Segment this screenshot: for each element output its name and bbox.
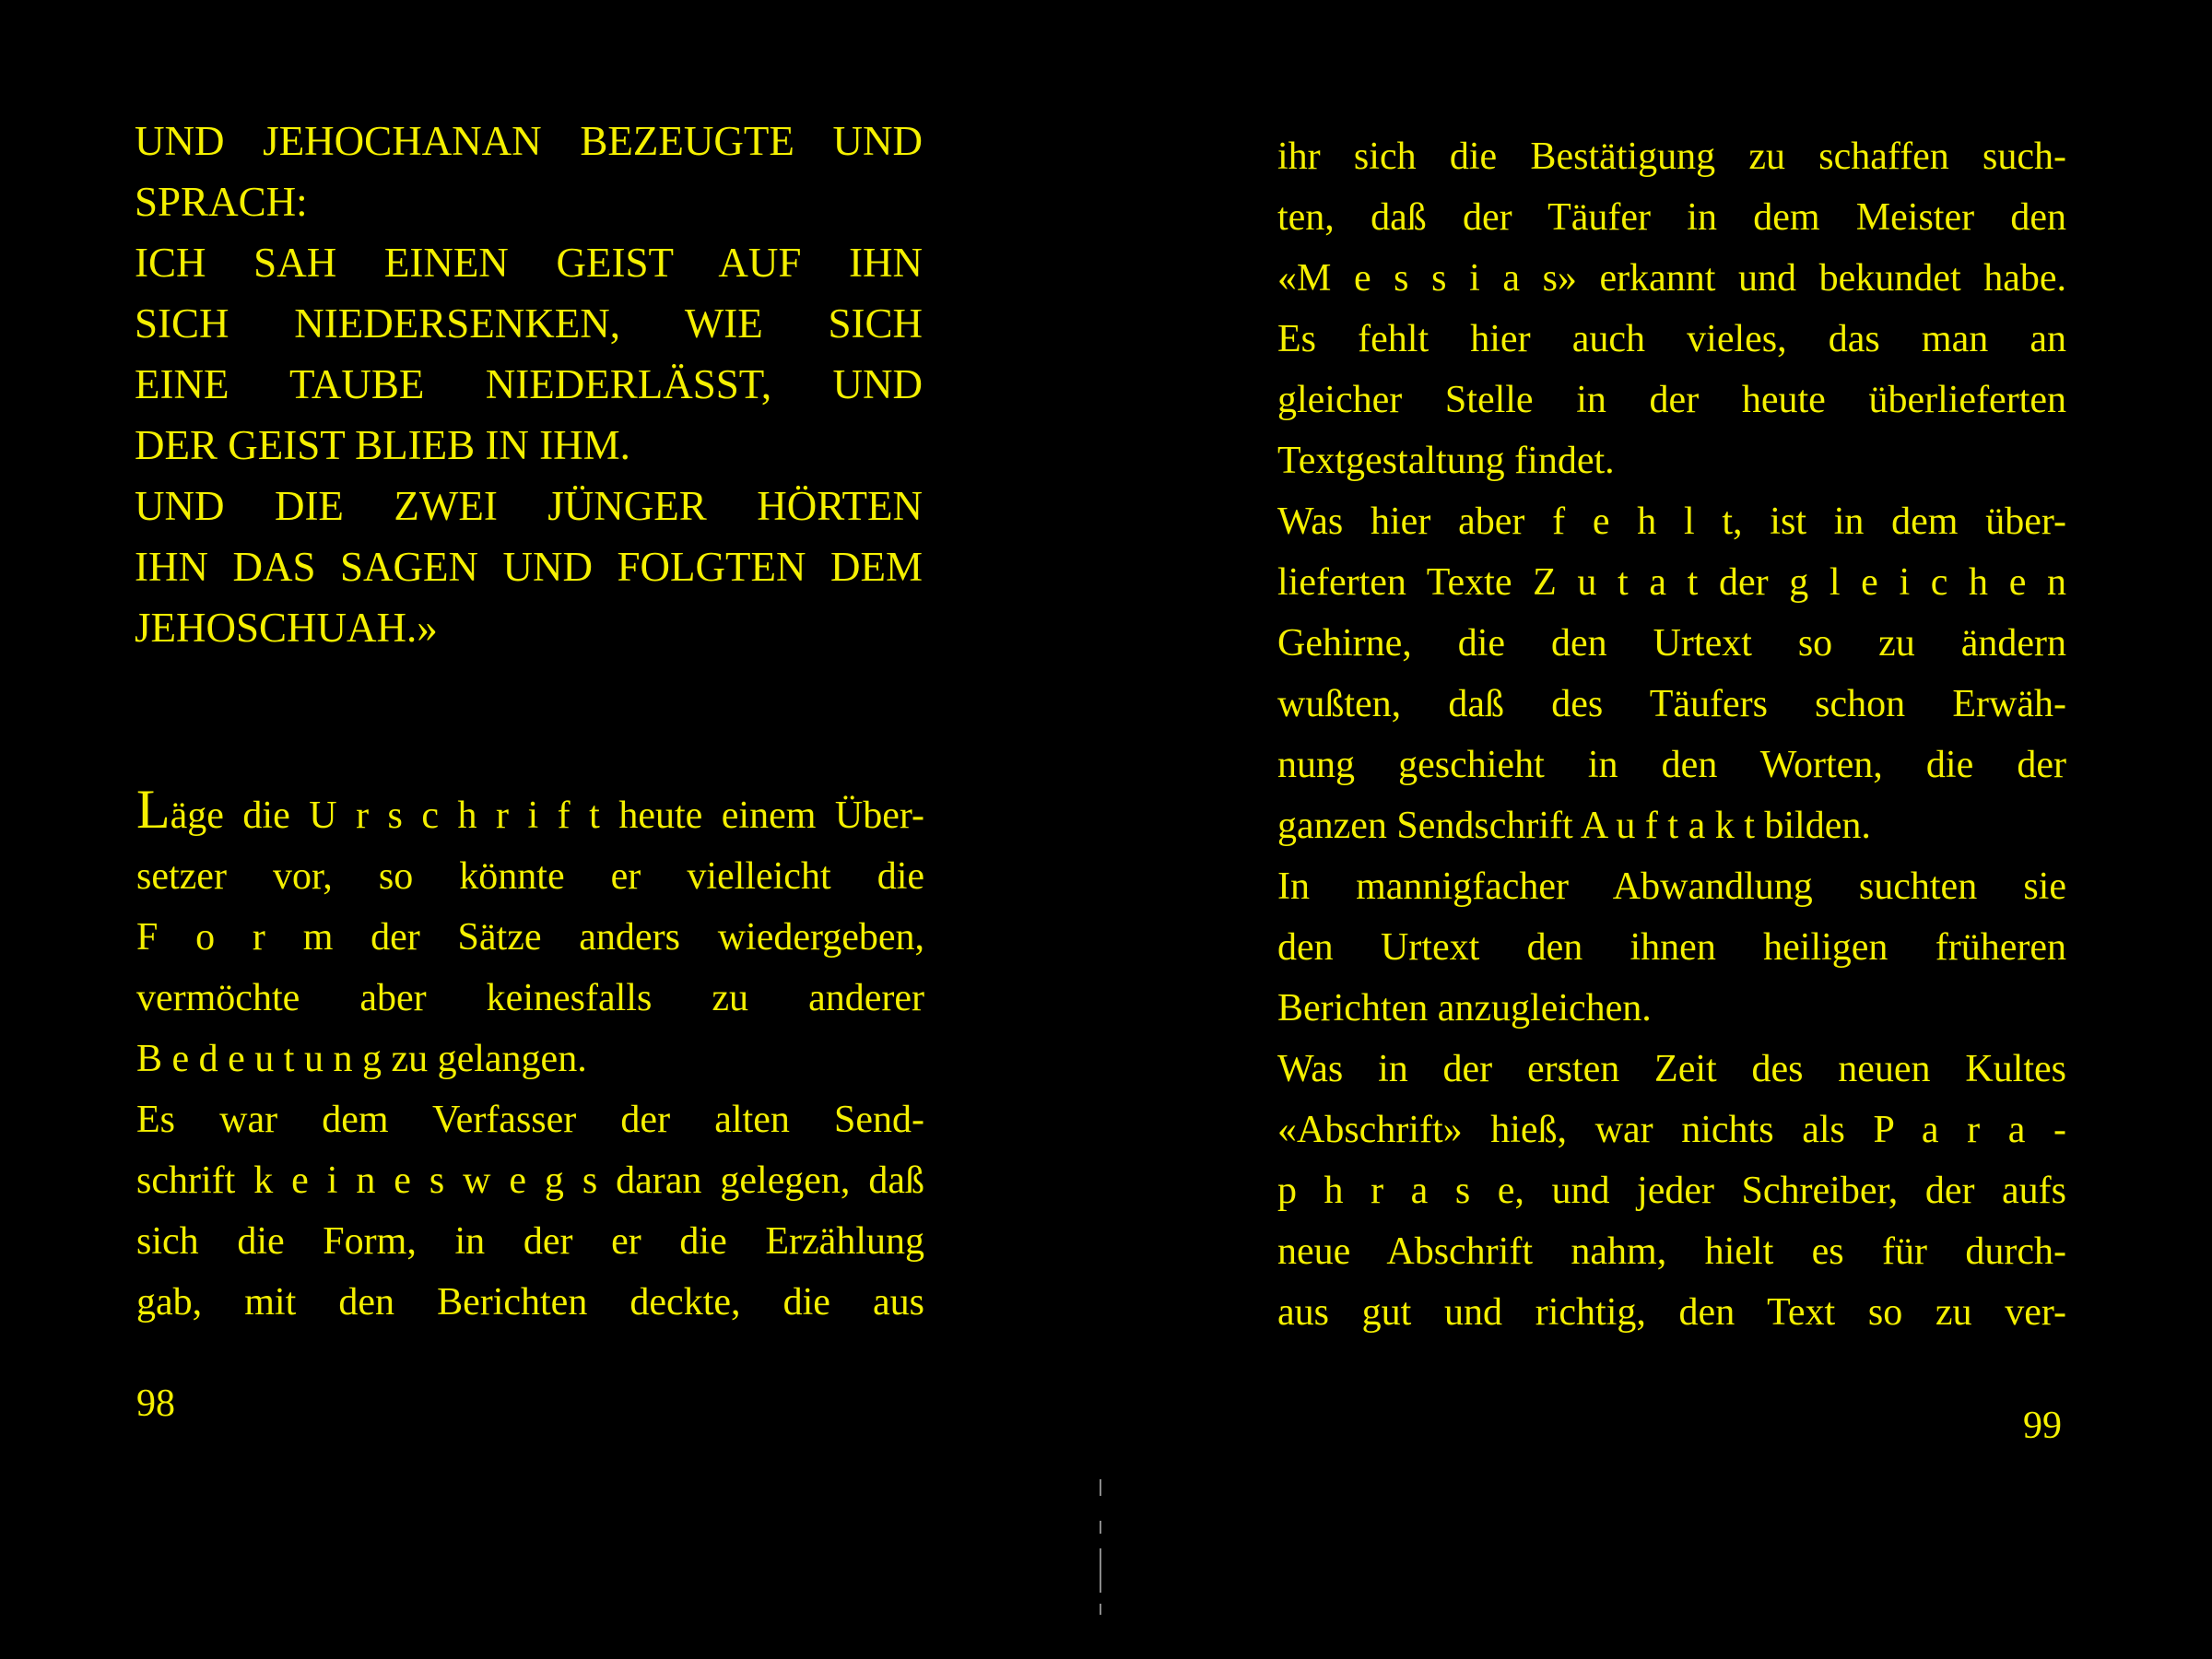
prose-line: Textgestaltung findet. xyxy=(1277,440,1615,482)
prose-line: «M e s s i a s» erkannt und bekundet habe. xyxy=(1277,257,2066,300)
quote-line: ICH SAH EINEN GEIST AUF IHN xyxy=(135,240,923,286)
prose-line: B e d e u t u n g zu gelangen. xyxy=(136,1038,587,1080)
prose-line: vermöchte aber keinesfalls zu anderer xyxy=(136,977,924,1019)
quote-block xyxy=(135,111,923,658)
quote-line: JEHOSCHUAH.» xyxy=(135,605,438,651)
prose-line: Was hier aber f e h l t, ist in dem über- xyxy=(1277,500,2066,543)
gutter-scan-mark xyxy=(1100,1604,1101,1615)
left-page xyxy=(0,0,1097,1659)
prose-line: ten, daß der Täufer in dem Meister den xyxy=(1277,196,2066,239)
prose-line: neue Abschrift nahm, hielt es für durch- xyxy=(1277,1230,2066,1273)
prose-line: ganzen Sendschrift A u f t a k t bilden. xyxy=(1277,805,1871,847)
prose-line: aus gut und richtig, den Text so zu ver- xyxy=(1277,1291,2066,1334)
prose-line: Was in der ersten Zeit des neuen Kultes xyxy=(1277,1048,2066,1090)
quote-line: UND DIE ZWEI JÜNGER HÖRTEN xyxy=(135,483,923,529)
prose-line-first xyxy=(136,779,924,846)
gutter-scan-mark xyxy=(1100,1521,1101,1534)
prose-line: Es fehlt hier auch vieles, das man an xyxy=(1277,318,2066,360)
prose-line: wußten, daß des Täufers schon Erwäh- xyxy=(1277,683,2066,725)
gutter-scan-mark xyxy=(1100,1479,1101,1496)
right-page xyxy=(1097,0,2212,1659)
quote-line: UND JEHOCHANAN BEZEUGTE UND xyxy=(135,118,923,164)
quote-line: SICH NIEDERSENKEN, WIE SICH xyxy=(135,300,923,347)
prose-line: gleicher Stelle in der heute überlieferten xyxy=(1277,379,2066,421)
prose-line: F o r m der Sätze anders wiedergeben, xyxy=(136,916,924,959)
prose-line: Gehirne, die den Urtext so zu ändern xyxy=(1277,622,2066,665)
prose-line: gab, mit den Berichten deckte, die aus xyxy=(136,1281,924,1324)
prose-line-text: äge die U r s c h r i f t heute einem Über- xyxy=(170,794,924,837)
quote-line: SPRACH: xyxy=(135,179,308,225)
right-prose-block xyxy=(1277,126,2066,1343)
prose-line: den Urtext den ihnen heiligen früheren xyxy=(1277,926,2066,969)
prose-line: setzer vor, so könnte er vielleicht die xyxy=(136,855,924,898)
quote-line: EINE TAUBE NIEDERLÄSST, UND xyxy=(135,361,923,407)
prose-line: «Abschrift» hieß, war nichts als P a r a - xyxy=(1277,1109,2066,1151)
prose-line: p h r a s e, und jeder Schreiber, der aufs xyxy=(1277,1170,2066,1212)
prose-line: Berichten anzugleichen. xyxy=(1277,987,1652,1030)
prose-line: nung geschieht in den Worten, die der xyxy=(1277,744,2066,786)
page-number: 98 xyxy=(136,1382,175,1425)
quote-line: IHN DAS SAGEN UND FOLGTEN DEM xyxy=(135,544,923,590)
prose-line: In mannigfacher Abwandlung suchten sie xyxy=(1277,865,2066,908)
drop-initial: L xyxy=(136,779,171,840)
page-number: 99 xyxy=(2023,1405,2062,1447)
prose-line: schrift k e i n e s w e g s daran gelegen, daß xyxy=(136,1159,924,1202)
left-prose-block xyxy=(136,779,924,1333)
prose-line: lieferten Texte Z u t a t der g l e i c h e n xyxy=(1277,561,2066,604)
gutter-scan-mark xyxy=(1100,1548,1101,1593)
quote-line: DER GEIST BLIEB IN IHM. xyxy=(135,422,630,468)
prose-line: ihr sich die Bestätigung zu schaffen such- xyxy=(1277,135,2066,178)
prose-line: Es war dem Verfasser der alten Send- xyxy=(136,1099,924,1141)
prose-line: sich die Form, in der er die Erzählung xyxy=(136,1220,924,1263)
